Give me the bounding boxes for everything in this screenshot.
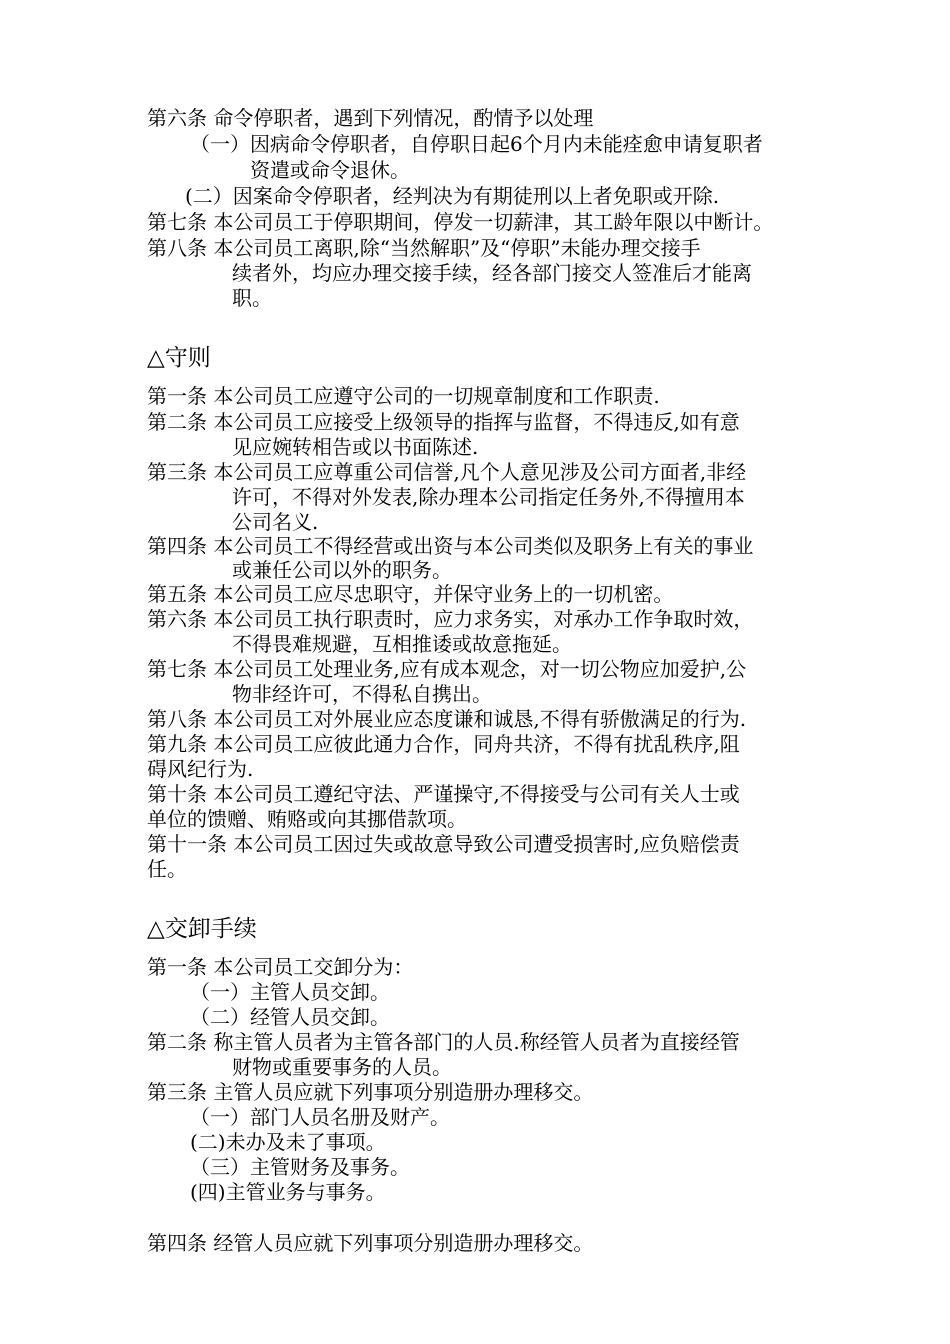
- text-line: 第四条 经管人员应就下列事项分别造册办理移交。: [147, 1231, 594, 1255]
- text-line: 第九条 本公司员工应彼此通力合作，同舟共济，不得有扰乱秩序,阻: [147, 732, 740, 756]
- text-line: 第六条 命令停职者，遇到下列情况，酌情予以处理: [147, 106, 594, 130]
- text-line: 财物或重要事务的人员。: [232, 1055, 452, 1079]
- text-line: （一）因病命令停职者，自停职日起6个月内未能痊愈申请复职者: [190, 132, 763, 156]
- text-line: 第十一条 本公司员工因过失或故意导致公司遭受损害时,应负赔偿责: [147, 832, 740, 856]
- text-line: 或兼任公司以外的职务。: [232, 558, 452, 582]
- text-line: 第二条 本公司员工应接受上级领导的指挥与监督，不得违反,如有意: [147, 410, 740, 434]
- text-line: (四)主管业务与事务。: [190, 1180, 386, 1204]
- text-line: 第七条 本公司员工处理业务,应有成本观念，对一切公物应加爱护,公: [147, 657, 747, 681]
- text-line: 第十条 本公司员工遵纪守法、严谨操守,不得接受与公司有关人士或: [147, 782, 740, 806]
- text-line: (二)未办及未了事项。: [190, 1130, 386, 1154]
- text-line: 任。: [147, 857, 187, 881]
- section-heading: △交卸手续: [147, 916, 257, 942]
- text-line: （二）经管人员交卸。: [190, 1005, 390, 1029]
- text-line: （一）部门人员名册及财产。: [190, 1105, 450, 1129]
- text-line: 第二条 称主管人员者为主管各部门的人员.称经管人员者为直接经管: [147, 1030, 740, 1054]
- text-line: 第四条 本公司员工不得经营或出资与本公司类似及职务上有关的事业: [147, 534, 754, 558]
- text-line: 第七条 本公司员工于停职期间，停发一切薪津，其工龄年限以中断计。: [147, 210, 774, 234]
- text-line: 碍风纪行为.: [147, 757, 254, 781]
- text-line: 第三条 本公司员工应尊重公司信誉,凡个人意见涉及公司方面者,非经: [147, 460, 747, 484]
- text-line: 第五条 本公司员工应尽忠职守，并保守业务上的一切机密。: [147, 582, 674, 606]
- text-line: 不得畏难规避，互相推诿或故意拖延。: [232, 632, 572, 656]
- section-heading: △守则: [147, 345, 211, 371]
- text-line: 物非经许可，不得私自携出。: [232, 682, 492, 706]
- text-line: 续者外，均应办理交接手续，经各部门接交人签准后才能离: [232, 261, 752, 285]
- text-line: 第八条 本公司员工对外展业应态度谦和诚恳,不得有骄傲满足的行为.: [147, 707, 747, 731]
- text-line: 资遣或命令退休。: [250, 158, 410, 182]
- text-line: （一）主管人员交卸。: [190, 980, 390, 1004]
- text-line: 第六条 本公司员工执行职责时，应力求务实，对承办工作争取时效，: [147, 607, 754, 631]
- text-line: 许可，不得对外发表,除办理本公司指定任务外,不得擅用本: [232, 485, 745, 509]
- text-line: 见应婉转相告或以书面陈述.: [232, 435, 479, 459]
- text-line: 职。: [232, 286, 272, 310]
- text-line: 公司名义.: [232, 510, 319, 534]
- text-line: (二）因案命令停职者，经判决为有期徒刑以上者免职或开除.: [185, 184, 720, 208]
- text-line: 第三条 主管人员应就下列事项分别造册办理移交。: [147, 1080, 594, 1104]
- text-line: 第八条 本公司员工离职,除“当然解职”及“停职”未能办理交接手: [147, 236, 701, 260]
- text-line: 第一条 本公司员工应遵守公司的一切规章制度和工作职责.: [147, 384, 660, 408]
- text-line: 第一条 本公司员工交卸分为：: [147, 955, 414, 979]
- text-line: 单位的馈赠、贿赂或向其挪借款项。: [147, 807, 467, 831]
- text-line: （三）主管财务及事务。: [190, 1155, 410, 1179]
